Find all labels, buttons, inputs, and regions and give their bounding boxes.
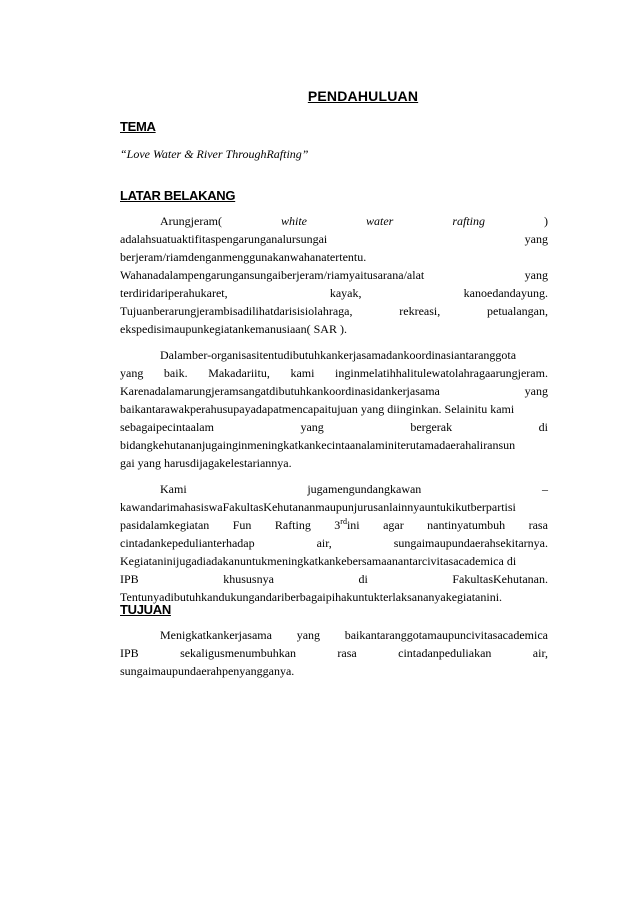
text-line: Arungjeram( white water rafting ): [160, 214, 548, 228]
text-line: yang baik. Makadariitu, kami inginmelatihhalitulewatolahragaarungjeram.: [120, 366, 548, 380]
text-line: IPB sekaligusmenumbuhkan rasa cintadanpeduliakan air,: [120, 646, 548, 660]
text-line: pasidalamkegiatan Fun Rafting 3rdini agar nantinyatumbuh rasa: [120, 517, 548, 532]
text-line: berjeram/riamdenganmenggunakanwahanatertentu.: [120, 250, 367, 264]
text-line: Tujuanberarungjerambisadilihatdarisisiolahraga, rekreasi, petualangan,: [120, 304, 548, 318]
section-heading-tujuan: TUJUAN: [120, 602, 171, 617]
section-heading-latar-belakang: LATAR BELAKANG: [120, 188, 236, 203]
theme-text: “Love Water & River ThroughRafting”: [120, 147, 309, 161]
text-line: adalahsuatuaktifitaspengarunganalursungai yang: [120, 232, 548, 246]
text-line: cintadankepedulianterhadap air, sungaimaupundaerahsekitarnya.: [120, 536, 548, 550]
text-line: Kami jugamengundangkawan –: [160, 482, 548, 496]
text-line: terdiridariperahukaret, kayak, kanoedandayung.: [120, 286, 548, 300]
section-heading-tema: TEMA: [120, 119, 156, 134]
text-line: IPB khususnya di FakultasKehutanan.: [120, 572, 548, 586]
text-line: Wahanadalampengarungansungaiberjeram/riamyaitusarana/alat yang: [120, 268, 548, 282]
text-line: sungaimaupundaerahpenyangganya.: [120, 664, 295, 678]
text-line: kawandarimahasiswaFakultasKehutananmaupunjurusanlainnyauntukikutberpartisi: [120, 500, 516, 514]
text-line: gai yang harusdijagakelestariannya.: [120, 456, 292, 470]
text-line: Dalamber-organisasitentudibutuhkankerjasamadankoordinasiantaranggota: [160, 348, 517, 362]
text-line: sebagaipecintaalam yang bergerak di: [120, 420, 548, 434]
text-line: bidangkehutananjugainginmeningkatkankecintaanalaminiterutamadaerahaliransun: [120, 438, 516, 452]
text-line: ekspedisimaupunkegiatankemanusiaan( SAR ).: [120, 322, 347, 336]
text-line: Menigkatkankerjasama yang baikantaranggotamaupuncivitasacademica: [160, 628, 548, 642]
text-line: Tentunyadibutuhkandukungandariberbagaipihakuntukterlaksananyakegiatanini.: [120, 590, 503, 604]
text-line: Karenadalamarungjeramsangatdibutuhkankoordinasidankerjasama yang: [120, 384, 548, 398]
page-title: PENDAHULUAN: [307, 88, 419, 104]
text-line: Kegiataninijugadiadakanuntukmeningkatkankebersamaanantarcivitasacademica di: [120, 554, 517, 568]
text-line: baikantarawakperahusupayadapatmencapaitujuan yang diinginkan. Selainitu kami: [120, 402, 515, 416]
